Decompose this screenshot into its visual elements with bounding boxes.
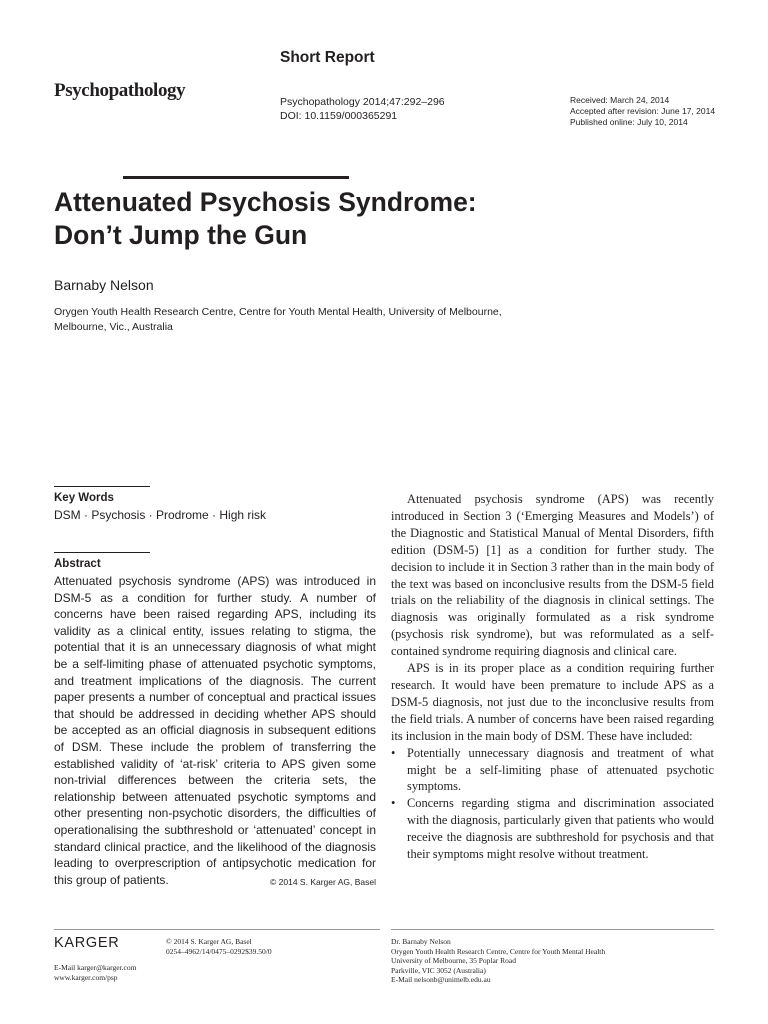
body-column [391,491,714,863]
section-label: Short Report [280,49,375,66]
abstract-text [54,573,376,890]
abstract-body: Attenuated psychosis syndrome (APS) was introduced in DSM-5 as a condition for further study. A number of concerns have been raised regarding APS, including its validity as a clinical entity, issues relating to stigma, the potential that it is an unnecessary diagnosis of what might be a self-limiting phase of attenuated psychotic symptoms, and treatment implications of the diagnosis. The current paper presents a number of conceptual and practical issues that should be addressed in deciding whether APS should be accepted as an official diagnosis in subsequent editions of DSM. These include the problem of transferring the established validity of ‘at-risk’ criteria to APS given some non-trivial differences between the criteria sets, the relationship between attenuated psychotic symptoms and other presenting non-psychotic disorders, the difficulties of operationalising the subthreshold or ‘attenuated’ concept in standard clinical practice, and the likelihood of the diagnosis leading to overprescription of antipsychotic medication for this group of patients. [54,574,376,887]
accepted-date: Accepted after revision: June 17, 2014 [570,106,716,116]
received-date: Received: March 24, 2014 [570,95,670,105]
correspondence-name: Dr. Barnaby Nelson [391,937,451,946]
publication-dates [570,95,715,128]
publisher-contact [54,963,136,982]
article-title [54,186,477,252]
concerns-list [391,745,714,863]
doi-line[interactable]: DOI: 10.1159/000365291 [280,110,398,122]
list-item-text: Concerns regarding stigma and discrimination associated with the diagnosis, particularly given that patients who would receive the diagnosis are subthreshold for psychosis and that their symptoms might resolve without treatment. [407,796,714,862]
karger-logo: KARGER [54,935,120,951]
bullet-icon: • [391,745,396,760]
footer-rule [391,929,714,930]
body-paragraph: APS is in its proper place as a condition requiring further research. It would have been premature to include APS as a DSM-5 diagnosis, not just due to the inconclusive results from the field trials. A number of concerns have been raised regarding its inclusion in the main body of DSM. These have included: [391,661,714,743]
publisher-website-link[interactable]: www.karger.com/psp [54,972,118,982]
journal-logo: Psychopathology [54,80,186,101]
abstract-copyright: © 2014 S. Karger AG, Basel [270,876,376,887]
issn-line: 0254–4962/14/0475–0292$39.50/0 [166,946,272,956]
citation-line: Psychopathology 2014;47:292–296 [280,96,445,108]
list-item [391,745,714,796]
footer-rule [54,929,380,930]
key-words-rule [54,486,150,487]
correspondence-address [391,937,605,985]
author-name: Barnaby Nelson [54,277,154,293]
correspondence-city: Parkville, VIC 3052 (Australia) [391,965,486,975]
citation [280,95,445,123]
title-rule [123,176,349,179]
list-item [391,795,714,863]
list-item-text: Potentially unnecessary diagnosis and treatment of what might be a self-limiting phase of attenuated psychotic symptoms. [407,745,714,794]
abstract-rule [54,552,150,553]
title-line: Don’t Jump the Gun [54,220,308,250]
title-line: Attenuated Psychosis Syndrome: [54,187,477,217]
copyright-line: © 2014 S. Karger AG, Basel [166,937,252,946]
correspondence-email-link[interactable]: E-Mail nelsonb@unimelb.edu.au [391,975,491,984]
published-date: Published online: July 10, 2014 [570,117,688,127]
author-affiliation: Orygen Youth Health Research Centre, Centre for Youth Mental Health, University of Melbourne, Melbourne, Vic., Australia [54,306,502,333]
key-words-list: DSM · Psychosis · Prodrome · High risk [54,508,267,522]
publisher-email-link[interactable]: E-Mail karger@karger.com [54,963,137,972]
abstract-heading: Abstract [54,558,101,570]
body-paragraph: Attenuated psychosis syndrome (APS) was recently introduced in Section 3 (‘Emerging Measures and Models’) of the Diagnostic and Statistical Manual of Mental Disorders, fifth edition (DSM-5) [1] as a condition for further study. The decision to include it in Section 3 rather than in the main body of the text was based on inconclusive results from the DSM-5 field trials on the reliability of the diagnosis in clinical settings. The diagnosis was originally formulated as a risk syndrome (psychosis risk syndrome), but was reformulated as a self-contained syndrome requiring diagnosis and clinical care. [391,492,714,659]
correspondence-street: University of Melbourne, 35 Poplar Road [391,956,516,965]
key-words-heading: Key Words [54,492,114,504]
copyright-block [166,937,272,956]
correspondence-institution: Orygen Youth Health Research Centre, Centre for Youth Mental Health [391,946,606,956]
bullet-icon: • [391,796,396,811]
